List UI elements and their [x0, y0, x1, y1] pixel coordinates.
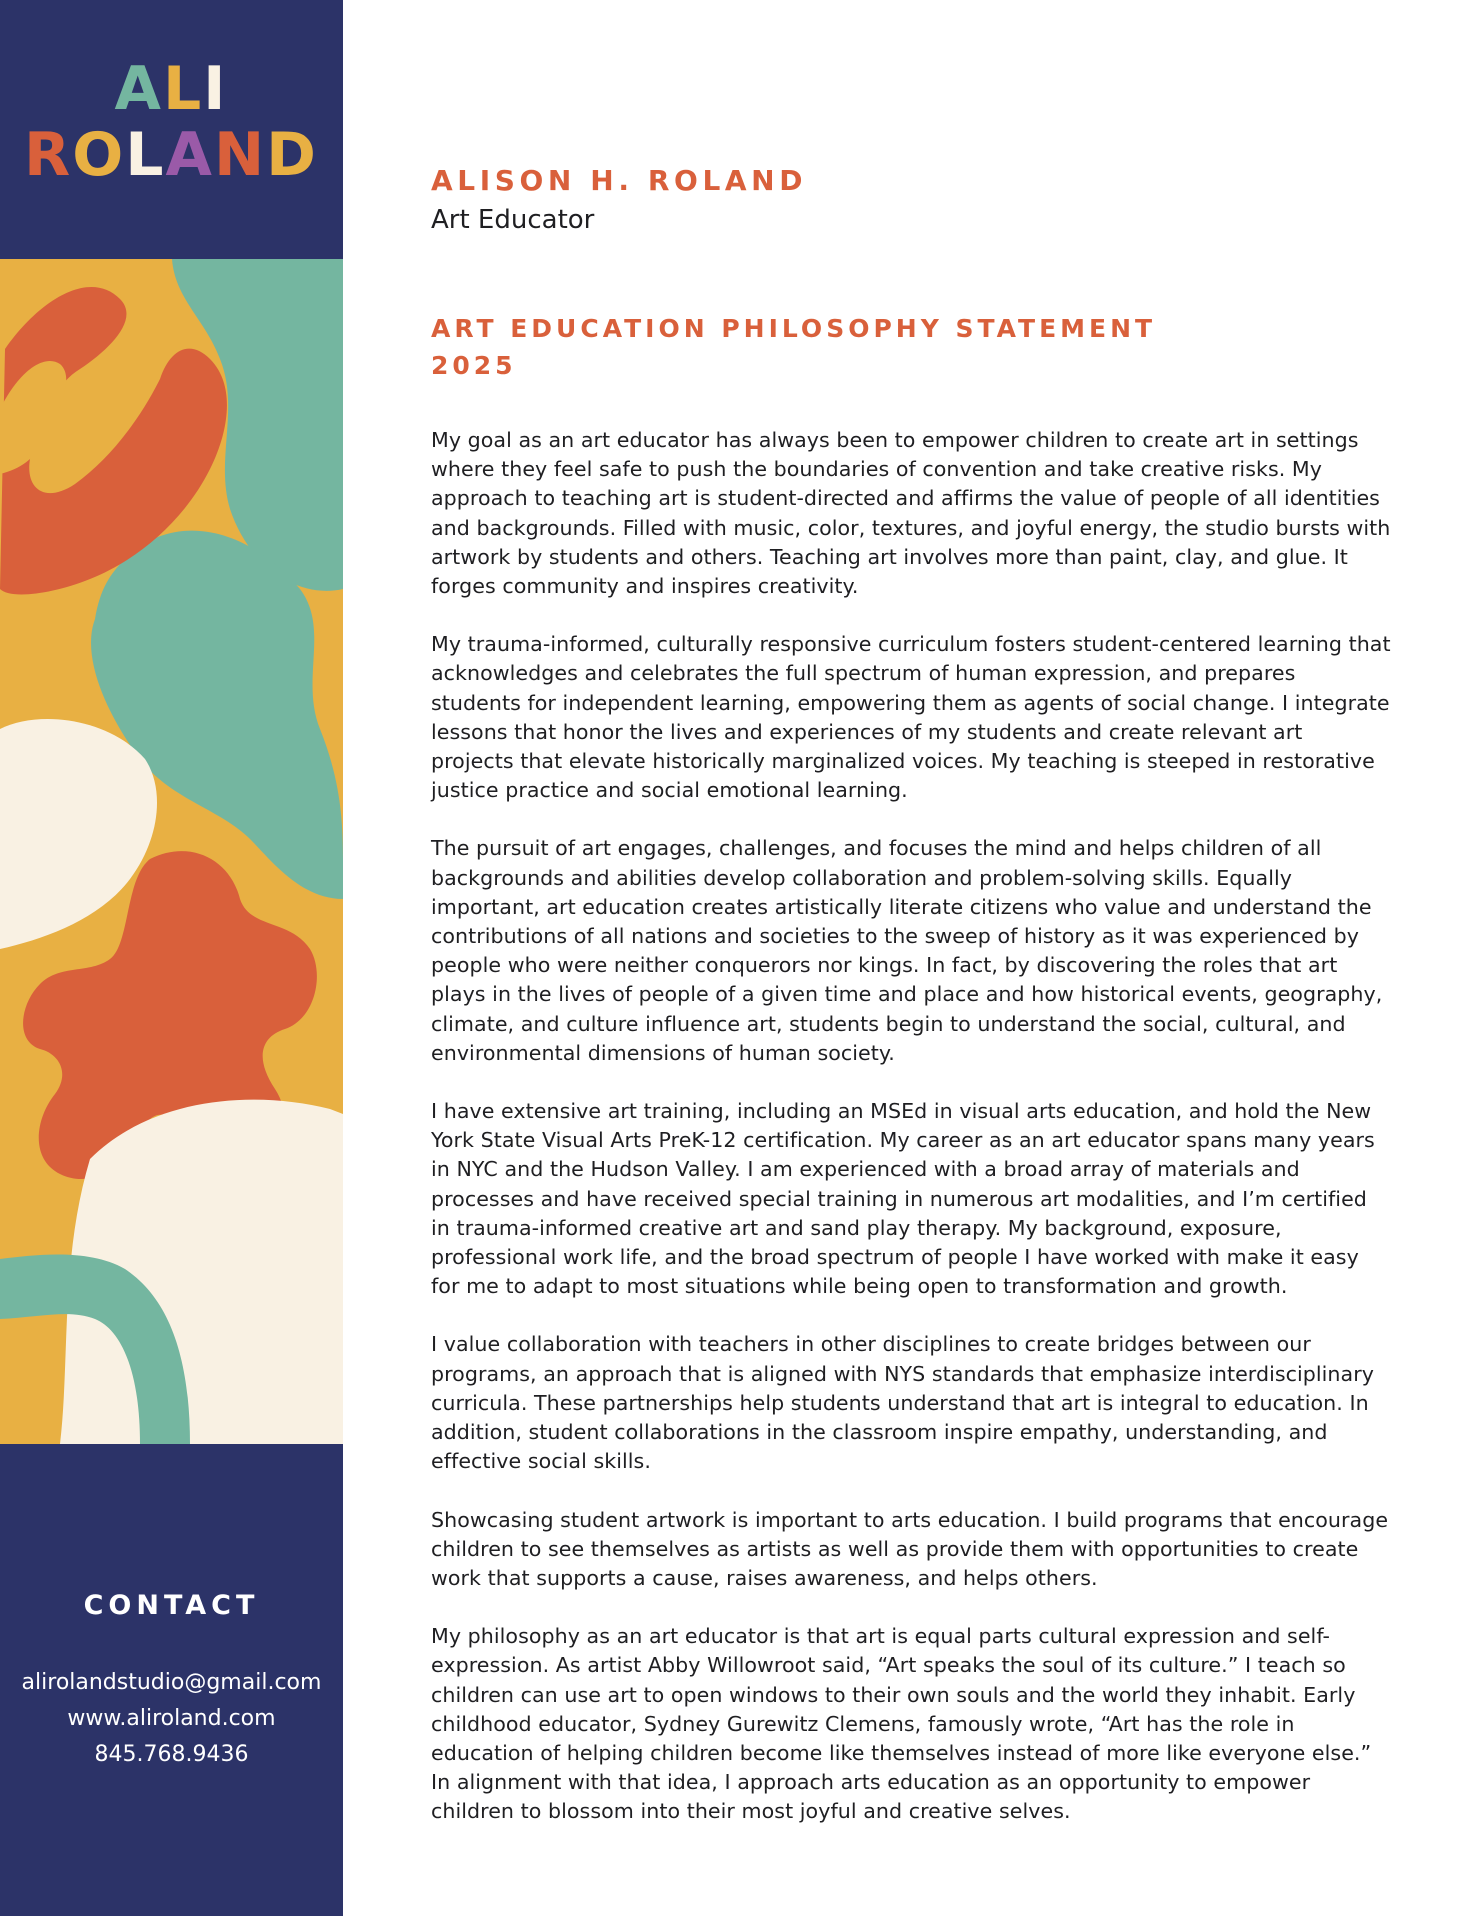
contact-section [0, 1590, 343, 1773]
ali-roland-logo [24, 54, 316, 195]
logo-letter: O [72, 120, 124, 190]
logo-letter: N [213, 120, 265, 190]
contact-email[interactable]: alirolandstudio@gmail.com [21, 1670, 322, 1695]
logo-letter: A [165, 120, 212, 190]
logo-letter: L [125, 120, 164, 190]
logo-letter: D [266, 120, 316, 190]
contact-heading: CONTACT [83, 1590, 260, 1621]
paragraph: I value collaboration with teachers in other disciplines to create bridges between our programs, an approach that is aligned with NYS standards that emphasize interdisciplinary curricula. These partnerships help students understand that art is integral to education. In addition, student collaborations in the classroom inspire empathy, understanding, and effective social skills. [431, 1332, 1374, 1474]
logo-letter: L [162, 54, 202, 124]
paragraph: I have extensive art training, including an MSEd in visual arts education, and hold the New York State Visual Arts PreK-12 certification. My career as an art educator spans many years in NYC and the Hudson Valley. I am experienced with a broad array of materials and processes and have received special training in numerous art modalities, and I’m certified in trauma-informed creative art and sand play therapy. My background, exposure, professional work life, and the broad spectrum of people I have worked with make it easy for me to adapt to most situations while being open to transformation and growth. [431, 1099, 1375, 1299]
logo-letter: R [24, 120, 71, 190]
paragraph: My philosophy as an art educator is that art is equal parts cultural expression and self-expression. As artist Abby Willowroot said, “Art speaks the soul of its culture.” I teach so children can use art to open windows to their own souls and the world they inhabit. Early childhood educator, Sydney Gurewitz Clemens, famously wrote, “Art has the role in education of helping children become like themselves instead of more like everyone else.” In alignment with that idea, I approach arts education as an opportunity to empower children to blossom into their most joyful and creative selves. [431, 1624, 1372, 1824]
statement-title-block [431, 310, 1391, 384]
paragraph: My goal as an art educator has always been to empower children to create art in settings where they feel safe to push the boundaries of convention and take creative risks. My approach to teaching art is student-directed and affirms the value of people of all identities and backgrounds. Filled with music, color, textures, and joyful energy, the studio bursts with artwork by students and others. Teaching art involves more than paint, clay, and glue. It forges community and inspires creativity. [431, 428, 1391, 599]
contact-phone[interactable]: 845.768.9436 [94, 1742, 249, 1767]
author-role: Art Educator [431, 205, 595, 235]
statement-title: ART EDUCATION PHILOSOPHY STATEMENT [431, 314, 1157, 343]
paragraph: My trauma-informed, culturally responsive curriculum fosters student-centered learning that acknowledges and celebrates the full spectrum of human expression, and prepares students for independent learning, empowering them as agents of social change. I integrate lessons that honor the lives and experiences of my students and create relevant art projects that elevate historically marginalized voices. My teaching is steeped in restorative justice practice and social emotional learning. [431, 632, 1391, 803]
statement-year: 2025 [431, 351, 517, 380]
logo-letter: I [203, 54, 226, 124]
contact-website[interactable]: www.aliroland.com [67, 1706, 276, 1731]
paragraph: The pursuit of art engages, challenges, and focuses the mind and helps children of all backgrounds and abilities develop collaboration and problem-solving skills. Equally important, art education creates artistically literate citizens who value and understand the contributions of all nations and societies to the sweep of history as it was experienced by people who were neither conquerors nor kings. In fact, by discovering the roles that art plays in the lives of people of a given time and place and how historical events, geography, climate, and culture influence art, students begin to understand the social, cultural, and environmental dimensions of human society. [431, 836, 1383, 1065]
main-content [431, 160, 1391, 1856]
author-name: ALISON H. ROLAND [431, 164, 808, 197]
sidebar [0, 0, 343, 1916]
logo-letter: A [114, 54, 161, 124]
logo-line-2 [24, 120, 316, 190]
statement-body [431, 426, 1391, 1827]
abstract-artwork [0, 259, 343, 1444]
logo-line-1 [30, 54, 310, 124]
paragraph: Showcasing student artwork is important to arts education. I build programs that encourage children to see themselves as artists as well as provide them with opportunities to create work that supports a cause, raises awareness, and helps others. [431, 1507, 1389, 1590]
